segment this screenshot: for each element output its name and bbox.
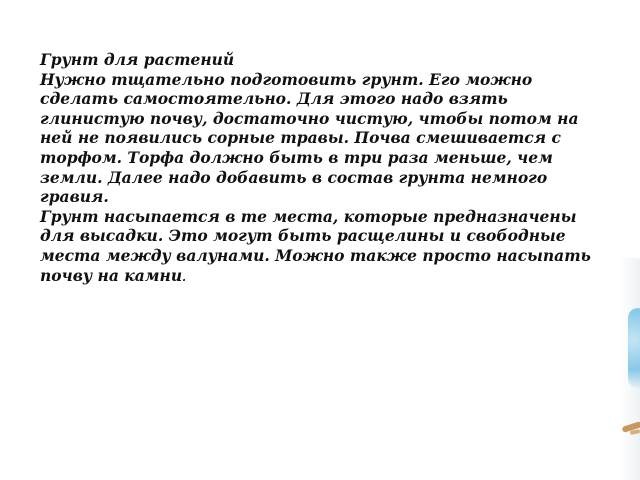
- text-block: [40, 50, 610, 287]
- paragraph-2: [40, 207, 610, 287]
- document-title: Грунт для растений: [40, 50, 235, 69]
- paragraph-2-end: .: [182, 270, 186, 284]
- paragraph-1: Нужно тщательно подготовить грунт. Его можно сделать самостоятельно. Для этого надо взять глинистую почву, достаточно чистую, чтобы потом на ней не появились сорные травы. Почва смешивается с торфом. Торфа должно быть в три раза меньше, чем земли. Далее надо добавить в состав грунта немного гравия.: [40, 69, 579, 207]
- paragraph-2-text: Грунт насыпается в те места, которые предназначены для высадки. Это могут быть расщелины и свободные места между валунами. Можно также просто насыпать почву на камни: [40, 206, 591, 285]
- decorative-image-edge: [620, 258, 640, 480]
- decorative-blue-shape: [628, 308, 640, 388]
